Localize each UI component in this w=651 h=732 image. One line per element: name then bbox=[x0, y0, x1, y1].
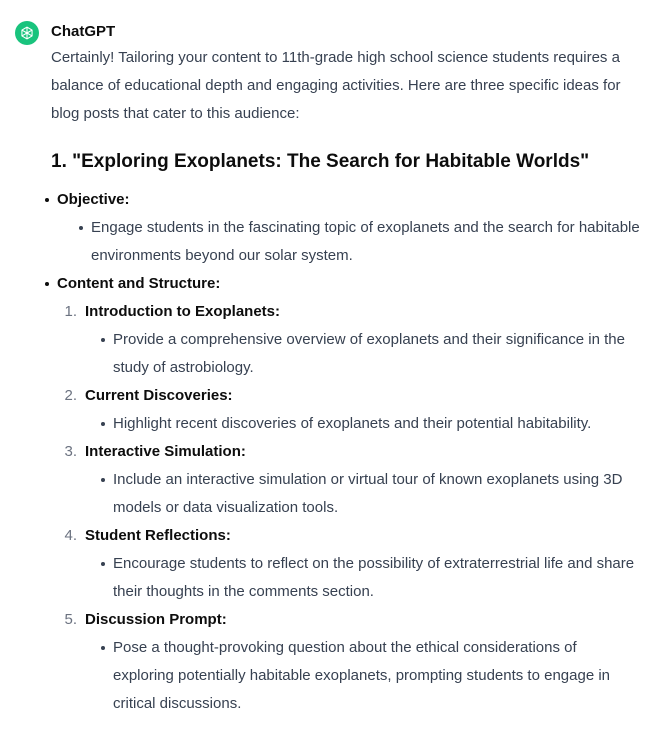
step-detail-list bbox=[85, 466, 641, 522]
openai-logo-icon bbox=[19, 25, 35, 41]
objective-item bbox=[51, 186, 641, 270]
structure-step bbox=[57, 382, 641, 438]
message-content bbox=[51, 44, 641, 718]
step-number: 4. bbox=[64, 527, 77, 544]
step-detail-list bbox=[85, 634, 641, 718]
content-structure-label: Content and Structure: bbox=[57, 275, 221, 292]
step-detail: Encourage students to reflect on the possibility of extraterrestrial life and share their thoughts in the comments section. bbox=[107, 550, 641, 606]
intro-paragraph: Certainly! Tailoring your content to 11th-grade high school science students requires a balance of educational depth and engaging activities. Here are three specific ideas for blog posts that cater to this audience: bbox=[51, 49, 621, 122]
step-title: Student Reflections: bbox=[85, 527, 231, 544]
step-detail-list bbox=[85, 410, 641, 438]
objective-detail: Engage students in the fascinating topic of exoplanets and the search for habitable environments beyond our solar system. bbox=[85, 214, 641, 270]
step-number: 5. bbox=[64, 611, 77, 628]
step-title: Discussion Prompt: bbox=[85, 611, 227, 628]
step-title: Interactive Simulation: bbox=[85, 443, 246, 460]
content-structure-list bbox=[57, 298, 641, 718]
step-title: Introduction to Exoplanets: bbox=[85, 303, 280, 320]
step-detail: Highlight recent discoveries of exoplanets and their potential habitability. bbox=[107, 410, 641, 438]
step-number: 2. bbox=[64, 387, 77, 404]
step-detail: Include an interactive simulation or virtual tour of known exoplanets using 3D models or data visualization tools. bbox=[107, 466, 641, 522]
step-detail: Provide a comprehensive overview of exoplanets and their significance in the study of astrobiology. bbox=[107, 326, 641, 382]
step-number: 1. bbox=[64, 303, 77, 320]
step-title: Current Discoveries: bbox=[85, 387, 233, 404]
step-detail: Pose a thought-provoking question about the ethical considerations of exploring potentially habitable exoplanets, prompting students to engage in critical discussions. bbox=[107, 634, 641, 718]
structure-step bbox=[57, 522, 641, 606]
step-detail-list bbox=[85, 326, 641, 382]
content-structure-item bbox=[51, 270, 641, 718]
step-detail-list bbox=[85, 550, 641, 606]
objective-sublist bbox=[57, 214, 641, 270]
structure-step bbox=[57, 606, 641, 718]
step-number: 3. bbox=[64, 443, 77, 460]
assistant-avatar bbox=[15, 21, 39, 45]
section-heading: 1. "Exploring Exoplanets: The Search for Habitable Worlds" bbox=[51, 151, 590, 172]
author-name: ChatGPT bbox=[51, 23, 116, 40]
structure-step bbox=[57, 298, 641, 382]
outline-list bbox=[51, 186, 641, 718]
structure-step bbox=[57, 438, 641, 522]
objective-label: Objective: bbox=[57, 191, 130, 208]
